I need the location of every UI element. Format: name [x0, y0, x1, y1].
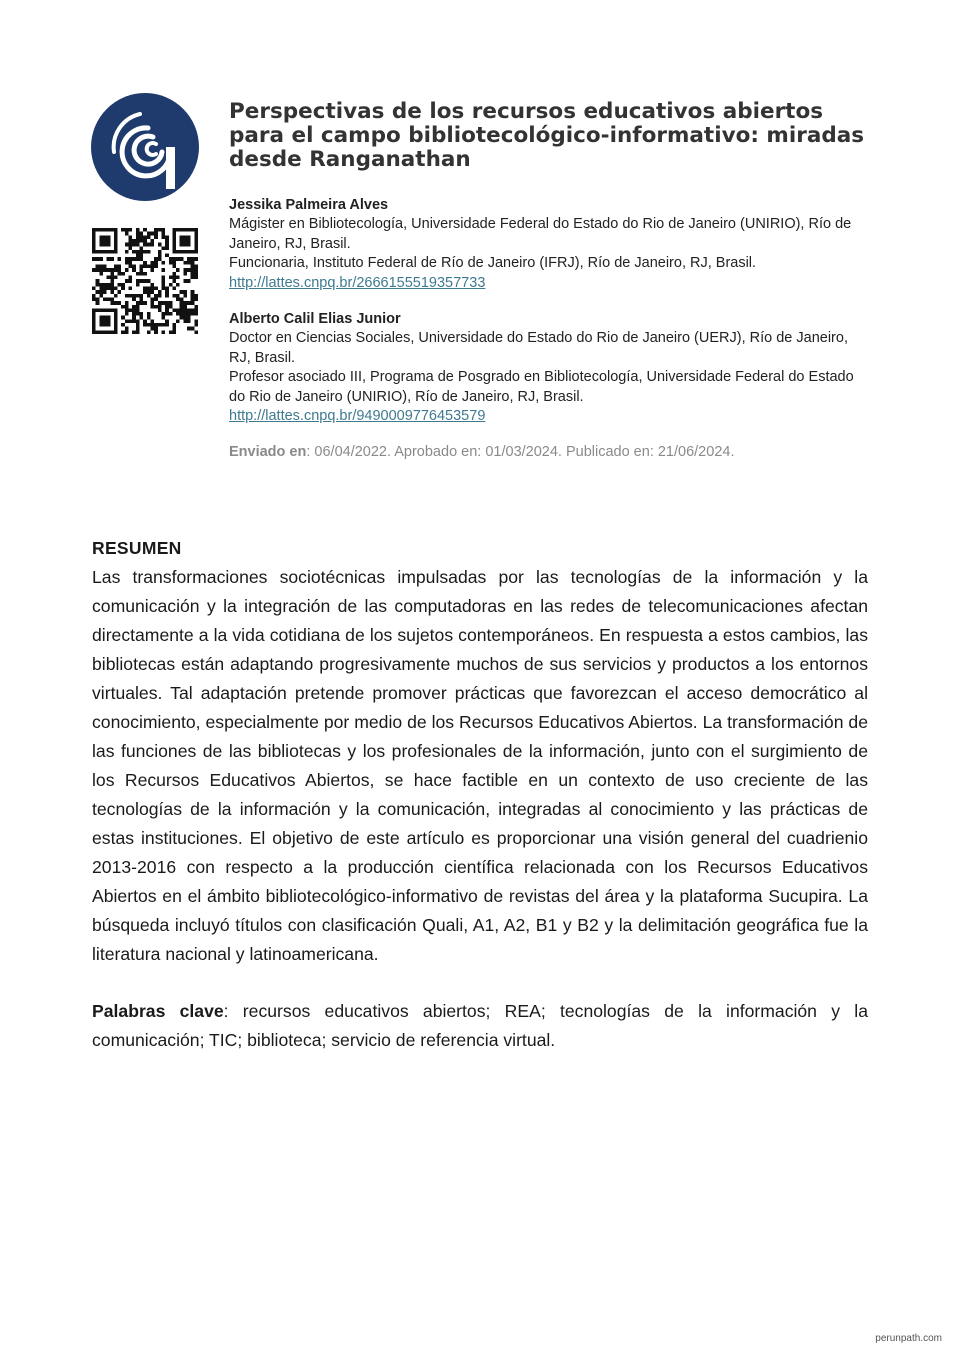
keywords-text: : recursos educativos abiertos; REA; tecnologías de la información y la comunicación; TIC; biblioteca; servicio de referencia virtual.	[92, 1001, 868, 1050]
article-title: Perspectivas de los recursos educativos abiertos para el campo bibliotecológico-informativo: miradas desde Ranganathan	[229, 99, 865, 172]
author-name: Alberto Calil Elias Junior	[229, 311, 401, 328]
abstract-heading: RESUMEN	[92, 538, 182, 558]
article-header	[229, 100, 871, 460]
site-watermark: perunpath.com	[875, 1333, 942, 1344]
author-name: Jessika Palmeira Alves	[229, 197, 389, 213]
keywords-label: Palabras clave	[92, 1001, 224, 1021]
author-block-2	[229, 310, 871, 426]
abstract-text: Las transformaciones sociotécnicas impulsadas por las tecnologías de la información y la comunicación y la integración de las computadoras en las redes de telecomunicaciones afectan directamente a la vida cotidiana de los sujetos contemporáneos. En respuesta a estos cambios, las bibliotecas están adaptando progresivamente muchos de sus servicios y productos a los entornos virtuales. Tal adaptación pretende promover prácticas que favorezcan el acceso democrático al conocimiento, especialmente por medio de los Recursos Educativos Abiertos. La transformación de las funciones de las bibliotecas y los profesionales de la información, junto con el surgimiento de los Recursos Educativos Abiertos, se hace factible en un contexto de uso creciente de las tecnologías de la información y la comunicación, integradas al conocimiento y las prácticas de estas instituciones. El objetivo de este artículo es proporcionar una visión general del cuadrienio 2013-2016 con respecto a la producción científica relacionada con los Recursos Educativos Abiertos en el ámbito bibliotecológico-informativo de revistas del área y la plataforma Sucupira. La búsqueda incluyó títulos con clasificación Quali, A1, A2, B1 y B2 y la delimitación geográfica fue la literatura nacional y latinoamericana.	[92, 567, 868, 964]
abstract-section	[92, 538, 868, 1055]
sent-label: Enviado en	[229, 444, 307, 461]
author-affiliation: Funcionaria, Instituto Federal de Río de Janeiro (IFRJ), Río de Janeiro, RJ, Brasil.	[229, 255, 757, 272]
qr-code-icon[interactable]	[92, 228, 198, 334]
dates-text: : 06/04/2022. Aprobado en: 01/03/2024. Publicado en: 21/06/2024.	[306, 444, 735, 461]
author-affiliation: Profesor asociado III, Programa de Posgrado en Bibliotecología, Universidade Federal do Estado do Rio de Janeiro (UNIRIO), Río de Janeiro, RJ, Brasil.	[229, 369, 854, 405]
journal-logo-icon	[90, 92, 200, 202]
author-affiliation: Doctor en Ciencias Sociales, Universidade do Estado do Rio de Janeiro (UERJ), Río de Janeiro, RJ, Brasil.	[229, 330, 848, 366]
keywords	[92, 997, 868, 1055]
author-lattes-link[interactable]: http://lattes.cnpq.br/9490009776453579	[229, 408, 486, 425]
author-block-1	[229, 196, 871, 293]
author-lattes-link[interactable]: http://lattes.cnpq.br/2666155519357733	[229, 274, 486, 291]
author-affiliation: Mágister en Bibliotecología, Universidade Federal do Estado do Rio de Janeiro (UNIRIO), Río de Janeiro, RJ, Brasil.	[229, 216, 852, 252]
submission-dates	[229, 444, 871, 460]
